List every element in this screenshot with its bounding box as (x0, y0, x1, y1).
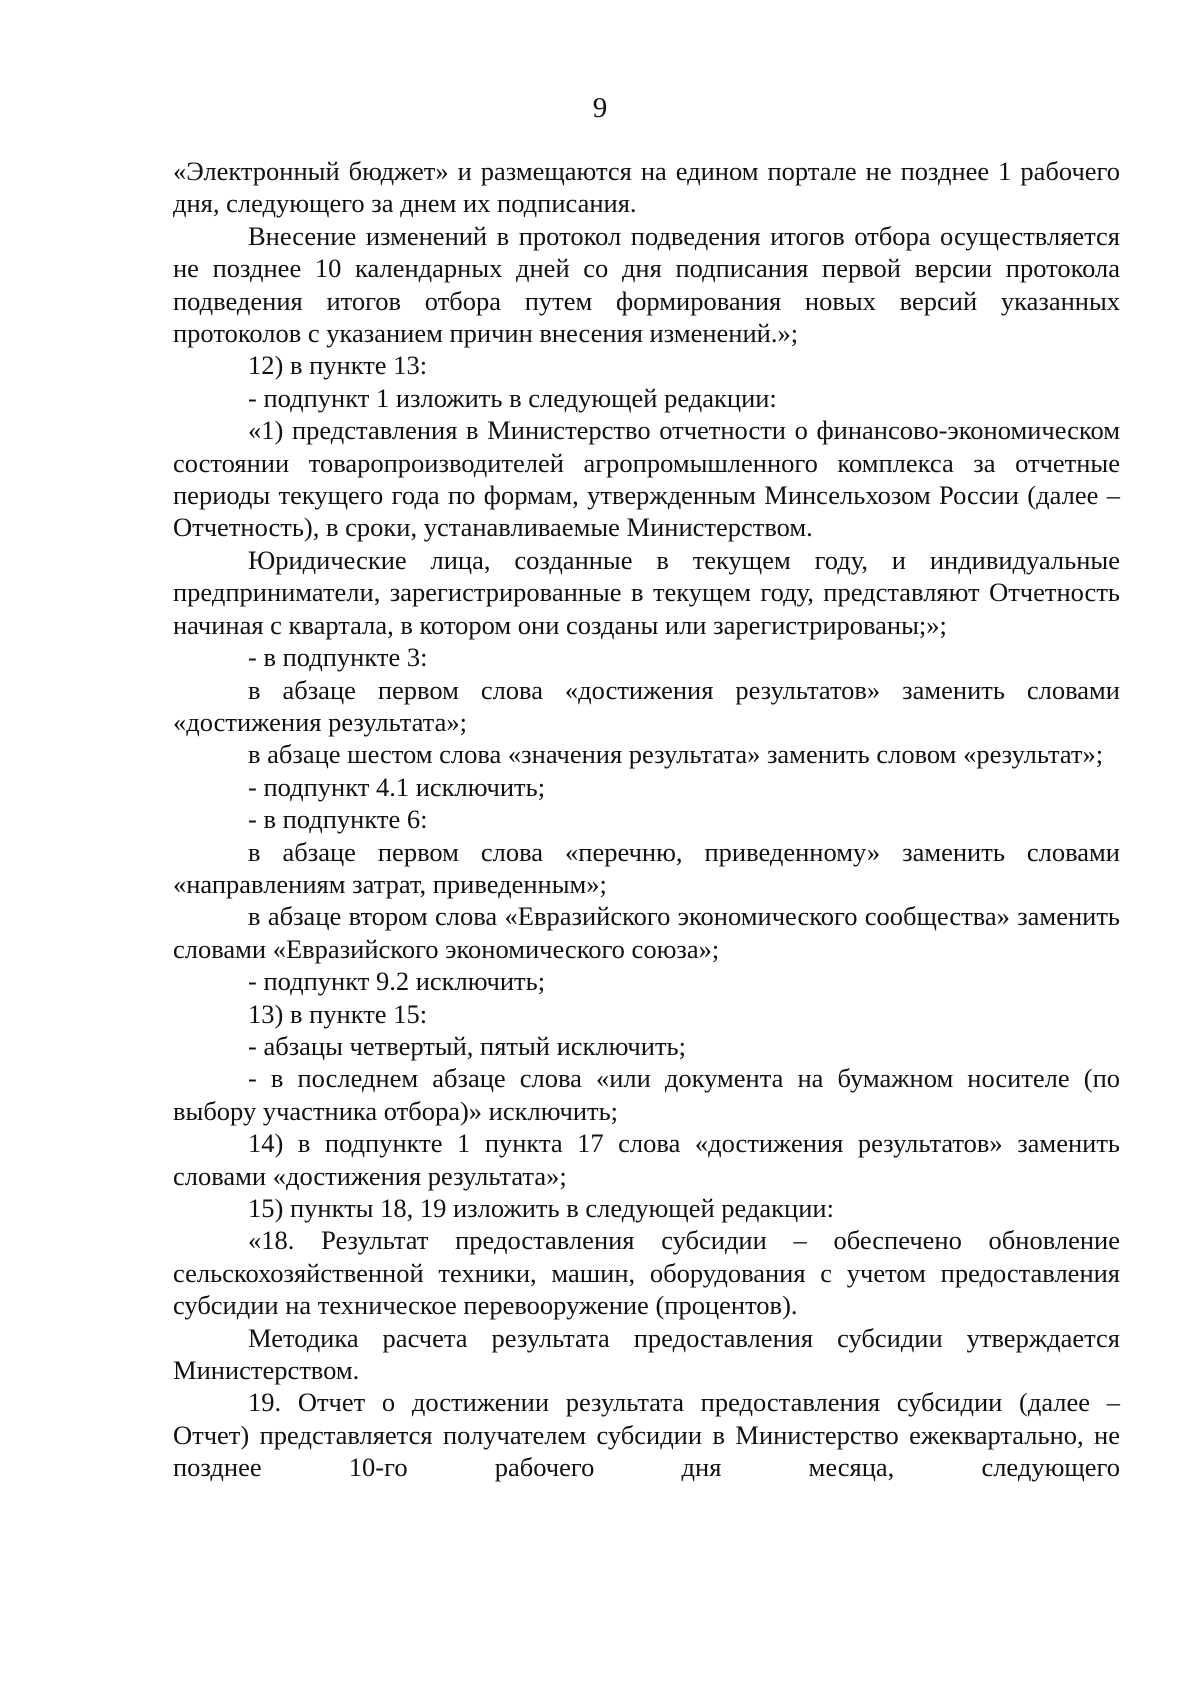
paragraph: - абзацы четвертый, пятый исключить; (248, 1030, 686, 1061)
paragraph: «1) представления в Министерство отчетности о финансово-экономическом состоянии товаропроизводителей агропромышленного комплекса за отчетные периоды текущего года по формам, утвержденным Минсельхозом России (далее – Отчетность), в сроки, устанавливаемые Министерством. (173, 415, 1120, 543)
paragraph: Юридические лица, созданные в текущем году, и индивидуальные предприниматели, зарегистрированные в текущем году, представляют Отчетность начиная с квартала, в котором они созданы или зарегистрированы;»; (173, 544, 1120, 640)
paragraph: 19. Отчет о достижении результата предоставления субсидии (далее – Отчет) представляется получателем субсидии в Министерство ежеквартально, не позднее 10-го рабочего дня месяца, следующего (173, 1387, 1120, 1483)
paragraph: 14) в подпункте 1 пункта 17 слова «достижения результатов» заменить словами «достижения результата»; (173, 1128, 1120, 1191)
paragraph: - в подпункте 3: (248, 642, 428, 673)
paragraph: - подпункт 4.1 исключить; (248, 771, 546, 802)
page-number: 9 (592, 92, 608, 124)
paragraph: - в последнем абзаце слова «или документа на бумажном носителе (по выбору участника отбора)» исключить; (173, 1063, 1120, 1126)
paragraph: - подпункт 9.2 исключить; (248, 966, 546, 997)
paragraph: «Электронный бюджет» и размещаются на едином портале не позднее 1 рабочего дня, следующего за днем их подписания. (173, 156, 1120, 219)
paragraph: 15) пункты 18, 19 изложить в следующей редакции: (248, 1193, 834, 1223)
paragraph: - подпункт 1 изложить в следующей редакции: (248, 382, 777, 413)
document-body (173, 155, 1120, 1484)
paragraph: 12) в пункте 13: (248, 350, 428, 381)
paragraph: в абзаце первом слова «перечню, приведенному» заменить словами «направлениям затрат, приведенным»; (173, 836, 1120, 899)
paragraph: Внесение изменений в протокол подведения итогов отбора осуществляется не позднее 10 календарных дней со дня подписания первой версии протокола подведения итогов отбора путем формирования новых версий указанных протоколов с указанием причин внесения изменений.»; (173, 220, 1120, 349)
paragraph: Методика расчета результата предоставления субсидии утверждается Министерством. (173, 1322, 1120, 1386)
paragraph: 13) в пункте 15: (248, 998, 428, 1029)
paragraph: в абзаце шестом слова «значения результата» заменить словом «результат»; (248, 739, 1104, 770)
paragraph: - в подпункте 6: (248, 804, 428, 835)
paragraph: в абзаце втором слова «Евразийского экономического сообщества» заменить словами «Евразийского экономического союза»; (173, 901, 1120, 964)
paragraph: в абзаце первом слова «достижения результатов» заменить словами «достижения результата»; (173, 674, 1120, 737)
paragraph: «18. Результат предоставления субсидии – обеспечено обновление сельскохозяйственной техники, машин, оборудования с учетом предоставления субсидии на техническое перевооружение (процентов). (173, 1225, 1120, 1321)
